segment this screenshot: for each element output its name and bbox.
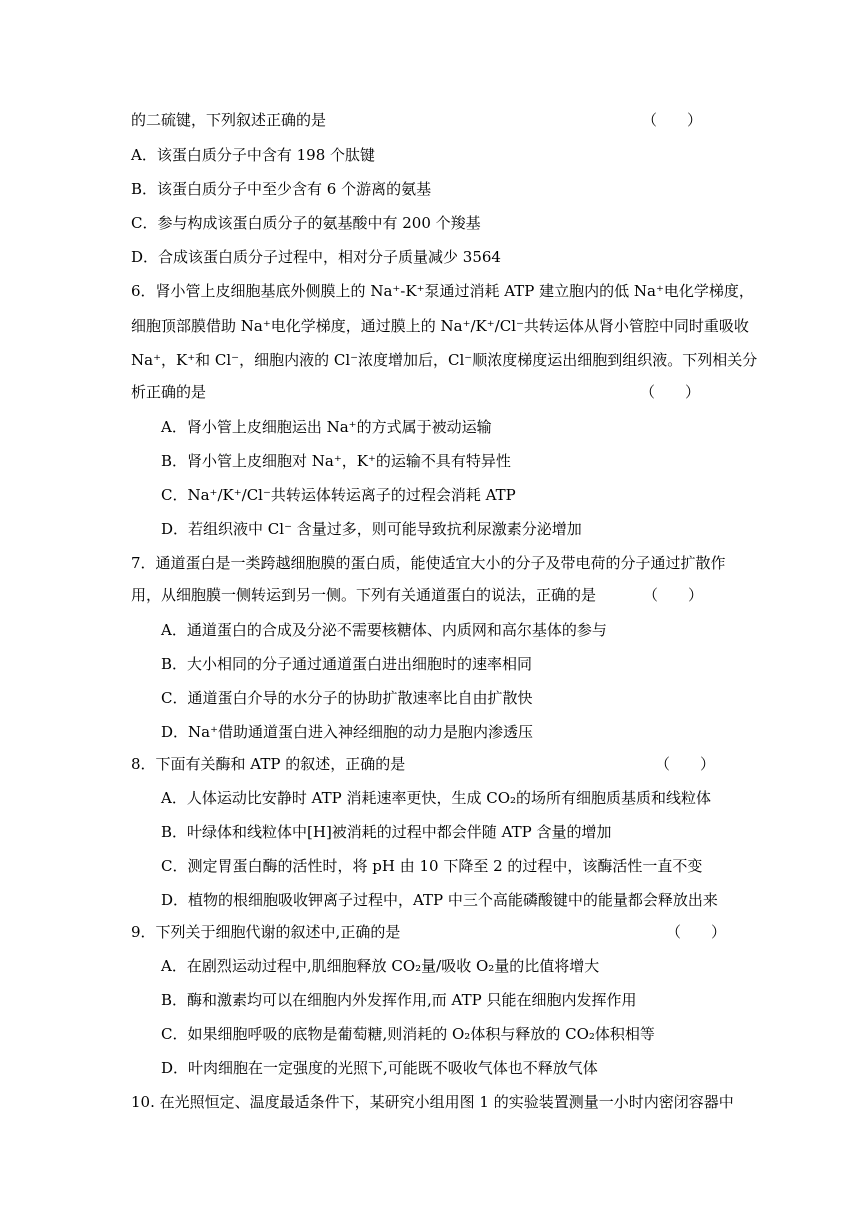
line-text: A．肾小管上皮细胞运出 Na⁺的方式属于被动运输 (161, 418, 492, 436)
line-text: D．若组织液中 Cl⁻ 含量过多，则可能导致抗利尿激素分泌增加 (161, 520, 582, 538)
question-8-stem (0, 753, 860, 775)
line-text: B．大小相同的分子通过通道蛋白进出细胞时的速率相同 (161, 655, 533, 673)
option-d (0, 721, 860, 743)
option-a (0, 619, 860, 641)
line-text: C．Na⁺/K⁺/Cl⁻共转运体转运离子的过程会消耗 ATP (161, 486, 516, 504)
line-text: A．人体运动比安静时 ATP 消耗速率更快，生成 CO₂的场所有细胞质基质和线粒体 (161, 789, 712, 807)
line-text: D．Na⁺借助通道蛋白进入神经细胞的动力是胞内渗透压 (161, 723, 534, 741)
option-d (0, 518, 860, 540)
line-text: 析正确的是 (131, 383, 207, 401)
option-c (0, 855, 860, 877)
line-text: B．肾小管上皮细胞对 Na⁺，K⁺的运输不具有特异性 (161, 452, 511, 470)
line-text: D．叶肉细胞在一定强度的光照下,可能既不吸收气体也不释放气体 (161, 1059, 598, 1077)
line-text: Na⁺，K⁺和 Cl⁻，细胞内液的 Cl⁻浓度增加后，Cl⁻顺浓度梯度运出细胞到组织液。下列相关分 (131, 351, 758, 369)
line-text: 10. 在光照恒定、温度最适条件下，某研究小组用图 1 的实验装置测量一小时内密闭容器中 (131, 1093, 734, 1111)
option-d (0, 1057, 860, 1079)
option-a (0, 416, 860, 438)
line-text: B．该蛋白质分子中至少含有 6 个游离的氨基 (131, 180, 432, 198)
line-text: C．通道蛋白介导的水分子的协助扩散速率比自由扩散快 (161, 689, 533, 707)
line-text: D．合成该蛋白质分子过程中，相对分子质量减少 3564 (131, 248, 501, 266)
option-b (0, 653, 860, 675)
question-5-stem-line (0, 109, 860, 131)
option-b (0, 450, 860, 472)
question-7-stem-line-1 (0, 552, 860, 574)
line-text: 7．通道蛋白是一类跨越细胞膜的蛋白质，能使适宜大小的分子及带电荷的分子通过扩散作 (131, 554, 726, 572)
option-c (0, 687, 860, 709)
question-6-stem-line-2 (0, 315, 860, 337)
question-6-stem-line-4 (0, 381, 860, 403)
line-text: C．如果细胞呼吸的底物是葡萄糖,则消耗的 O₂体积与释放的 CO₂体积相等 (161, 1025, 655, 1043)
answer-blank: （ ） (642, 111, 703, 129)
line-text: A．该蛋白质分子中含有 198 个肽键 (131, 146, 376, 164)
option-b (0, 989, 860, 1011)
line-text: D．植物的根细胞吸收钾离子过程中，ATP 中三个高能磷酸键中的能量都会释放出来 (161, 891, 718, 909)
line-text: B．酶和激素均可以在细胞内外发挥作用,而 ATP 只能在细胞内发挥作用 (161, 991, 637, 1009)
line-text: 的二硫键，下列叙述正确的是 (131, 111, 327, 129)
question-9-stem (0, 921, 860, 943)
line-text: B．叶绿体和线粒体中[H]被消耗的过程中都会伴随 ATP 含量的增加 (161, 823, 612, 841)
line-text: A．通道蛋白的合成及分泌不需要核糖体、内质网和高尔基体的参与 (161, 621, 607, 639)
line-text: C．测定胃蛋白酶的活性时，将 pH 由 10 下降至 2 的过程中，该酶活性一直不变 (161, 857, 703, 875)
line-text: 8．下面有关酶和 ATP 的叙述，正确的是 (131, 755, 406, 773)
question-7-stem-line-2 (0, 584, 860, 606)
answer-blank: （ ） (655, 755, 716, 773)
question-6-stem-line-3 (0, 349, 860, 371)
answer-blank: （ ） (643, 586, 704, 604)
line-text: C．参与构成该蛋白质分子的氨基酸中有 200 个羧基 (131, 214, 481, 232)
line-text: 用，从细胞膜一侧转运到另一侧。下列有关通道蛋白的说法，正确的是 (131, 586, 597, 604)
option-b (0, 178, 860, 200)
option-a (0, 955, 860, 977)
option-a (0, 787, 860, 809)
line-text: 9．下列关于细胞代谢的叙述中,正确的是 (131, 923, 401, 941)
option-c (0, 212, 860, 234)
answer-blank: （ ） (640, 383, 701, 401)
option-a (0, 144, 860, 166)
line-text: 细胞顶部膜借助 Na⁺电化学梯度，通过膜上的 Na⁺/K⁺/Cl⁻共转运体从肾小管腔中同时重吸收 (131, 317, 749, 335)
line-text: A．在剧烈运动过程中,肌细胞释放 CO₂量/吸收 O₂量的比值将增大 (161, 957, 600, 975)
question-10-stem-line-1 (0, 1091, 860, 1113)
answer-blank: （ ） (666, 923, 727, 941)
option-d (0, 889, 860, 911)
line-text: 6．肾小管上皮细胞基底外侧膜上的 Na⁺-K⁺泵通过消耗 ATP 建立胞内的低 Na⁺电化学梯度， (131, 282, 754, 300)
option-c (0, 1023, 860, 1045)
option-b (0, 821, 860, 843)
question-6-stem-line-1 (0, 280, 860, 302)
option-d (0, 246, 860, 268)
option-c (0, 484, 860, 506)
